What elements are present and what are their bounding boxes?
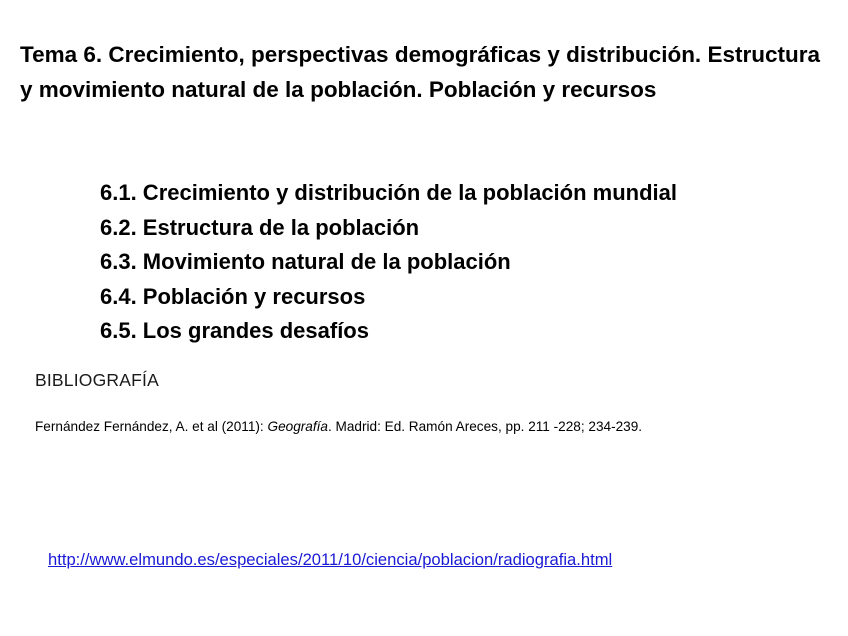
section-item: 6.2. Estructura de la población [100, 214, 420, 240]
section-item: 6.5. Los grandes desafíos [100, 318, 369, 343]
slide-title: Tema 6. Crecimiento, perspectivas demográficas y distribución. Estructura y movimiento natural de la población. Población y recursos [20, 42, 820, 102]
section-list [100, 176, 677, 349]
bibliography-heading: BIBLIOGRAFÍA [35, 370, 159, 390]
reference-authors: Fernández Fernández, A. et al (2011): [35, 419, 268, 434]
reference-details: . Madrid: Ed. Ramón Areces, pp. 211 -228; 234-239. [327, 419, 643, 434]
section-item: 6.3. Movimiento natural de la población [100, 249, 511, 274]
bibliography-reference [35, 419, 642, 434]
external-link[interactable]: http://www.elmundo.es/especiales/2011/10/ciencia/poblacion/radiografia.html [48, 550, 613, 569]
reference-work-title: Geografía [267, 419, 328, 434]
section-item: 6.4. Población y recursos [100, 283, 366, 309]
section-item: 6.1. Crecimiento y distribución de la población mundial [100, 180, 677, 205]
